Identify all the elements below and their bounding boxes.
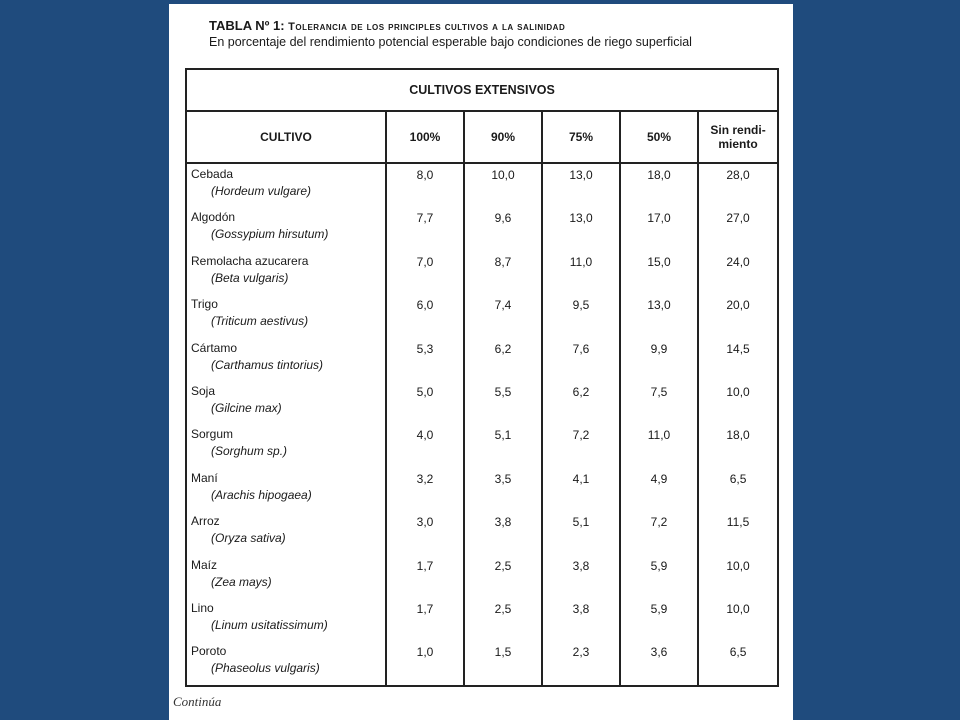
tolerance-value: 5,1 (572, 515, 590, 530)
tolerance-value: 6,2 (494, 341, 512, 356)
tolerance-value: 10,0 (726, 601, 750, 616)
crop-name: Remolacha azucarera (191, 253, 309, 268)
crop-scientific-name: (Triticum aestivus) (211, 314, 309, 329)
crop-name: Lino (191, 600, 214, 615)
tolerance-value: 3,8 (494, 515, 512, 530)
column-header-sin-rendimiento: Sin rendi- miento (698, 111, 778, 163)
tolerance-value: 1,0 (416, 645, 434, 660)
crop-entry (191, 164, 385, 207)
crop-entry (191, 424, 385, 467)
crop-name: Trigo (191, 297, 218, 312)
tolerance-value: 6,5 (729, 645, 747, 660)
crop-name: Maíz (191, 557, 218, 572)
column-header-50: 50% (620, 111, 698, 163)
tolerance-value: 13,0 (569, 211, 593, 226)
cultivo-column (186, 163, 386, 686)
tolerance-value: 13,0 (569, 168, 593, 182)
tolerance-value: 28,0 (726, 168, 750, 182)
crop-scientific-name: (Hordeum vulgare) (211, 184, 312, 198)
tolerance-value: 9,5 (572, 298, 590, 313)
column-header-90: 90% (464, 111, 542, 163)
tolerance-value: 5,5 (494, 384, 512, 399)
tolerance-value: 13,0 (647, 298, 671, 313)
crop-name: Poroto (191, 644, 227, 659)
crop-entry (191, 338, 385, 381)
crop-entry (191, 251, 385, 294)
tolerance-value: 5,9 (650, 558, 668, 573)
tolerance-value: 2,3 (572, 645, 590, 660)
tolerance-value: 17,0 (647, 211, 671, 226)
tolerance-value: 5,0 (416, 384, 434, 399)
column-header-cultivo: CULTIVO (186, 111, 386, 163)
table-subtitle: En porcentaje del rendimiento potencial esperable bajo condiciones de riego superficial (209, 35, 692, 49)
tolerance-value: 10,0 (726, 558, 750, 573)
tolerance-value: 3,5 (494, 471, 512, 486)
column-header-100: 100% (386, 111, 464, 163)
tolerance-value: 5,1 (494, 428, 512, 443)
tolerance-value: 3,6 (650, 645, 668, 660)
tolerance-value: 6,2 (572, 384, 590, 399)
tolerance-value: 4,0 (416, 428, 434, 443)
crop-name: Arroz (191, 514, 220, 529)
crop-scientific-name: (Beta vulgaris) (211, 270, 289, 285)
crop-name: Cebada (191, 167, 234, 181)
tolerance-value: 14,5 (726, 341, 750, 356)
crop-scientific-name: (Gilcine max) (211, 400, 282, 415)
crop-scientific-name: (Linum usitatissimum) (211, 617, 328, 632)
tolerance-value: 3,0 (416, 515, 434, 530)
tolerance-value: 7,5 (650, 384, 668, 399)
tolerance-value: 20,0 (726, 298, 750, 313)
table-title-prefix: TABLA Nº 1: (209, 18, 289, 33)
column-sin-rendimiento-values (698, 163, 778, 686)
crop-entry (191, 641, 385, 684)
tolerance-value: 11,0 (569, 254, 593, 269)
crop-name: Cártamo (191, 340, 238, 355)
tolerance-value: 27,0 (726, 211, 750, 226)
crop-scientific-name: (Carthamus tintorius) (211, 357, 324, 372)
tolerance-value: 2,5 (494, 558, 512, 573)
tolerance-value: 8,7 (494, 254, 512, 269)
tolerance-value: 5,9 (650, 601, 668, 616)
continua-note: Continúa (173, 694, 222, 709)
tolerance-value: 10,0 (491, 168, 515, 182)
tolerance-value: 1,7 (416, 601, 434, 616)
crop-entry (191, 468, 385, 511)
tolerance-value: 9,9 (650, 341, 668, 356)
tolerance-value: 3,8 (572, 601, 590, 616)
crop-scientific-name: (Phaseolus vulgaris) (211, 661, 320, 676)
crop-entry (191, 555, 385, 598)
crop-entry (191, 381, 385, 424)
crop-name: Sorgum (191, 427, 234, 442)
crop-name: Soja (191, 383, 216, 398)
tolerance-value: 7,4 (494, 298, 512, 313)
tolerance-value: 3,8 (572, 558, 590, 573)
crop-entry (191, 294, 385, 337)
tolerance-value: 15,0 (647, 254, 671, 269)
crop-entry (191, 598, 385, 641)
crop-entry (191, 207, 385, 250)
section-title: CULTIVOS EXTENSIVOS (186, 69, 778, 111)
tolerance-value: 24,0 (726, 254, 750, 269)
tolerance-value: 5,3 (416, 341, 434, 356)
document-page (169, 4, 793, 720)
tolerance-value: 1,7 (416, 558, 434, 573)
tolerance-value: 8,0 (416, 168, 434, 182)
crop-name: Algodón (191, 210, 236, 225)
tolerance-value: 4,9 (650, 471, 668, 486)
tolerance-value: 18,0 (647, 168, 671, 182)
column-75-values (542, 163, 620, 686)
column-100-values (386, 163, 464, 686)
salinity-tolerance-table (185, 68, 779, 687)
tolerance-value: 3,2 (416, 471, 434, 486)
crop-scientific-name: (Oryza sativa) (211, 531, 286, 546)
crop-scientific-name: (Gossypium hirsutum) (211, 227, 329, 242)
tolerance-value: 7,6 (572, 341, 590, 356)
crop-entry (191, 511, 385, 554)
tolerance-value: 18,0 (726, 428, 750, 443)
table-title (209, 18, 565, 33)
crop-name: Maní (191, 470, 218, 485)
tolerance-value: 7,0 (416, 254, 434, 269)
column-90-values (464, 163, 542, 686)
tolerance-value: 6,5 (729, 471, 747, 486)
table-title-main: Tolerancia de los principles cultivos a la salinidad (288, 21, 566, 33)
tolerance-value: 7,2 (572, 428, 590, 443)
tolerance-value: 2,5 (494, 601, 512, 616)
tolerance-value: 9,6 (494, 211, 512, 226)
column-header-75: 75% (542, 111, 620, 163)
tolerance-value: 7,2 (650, 515, 668, 530)
tolerance-value: 1,5 (494, 645, 512, 660)
column-50-values (620, 163, 698, 686)
crop-scientific-name: (Arachis hipogaea) (211, 487, 312, 502)
tolerance-value: 10,0 (726, 384, 750, 399)
tolerance-value: 4,1 (572, 471, 590, 486)
tolerance-value: 7,7 (416, 211, 434, 226)
tolerance-value: 11,0 (647, 428, 671, 443)
crop-scientific-name: (Zea mays) (211, 574, 272, 589)
tolerance-value: 6,0 (416, 298, 434, 313)
crop-scientific-name: (Sorghum sp.) (211, 444, 288, 459)
tolerance-value: 11,5 (726, 515, 750, 530)
